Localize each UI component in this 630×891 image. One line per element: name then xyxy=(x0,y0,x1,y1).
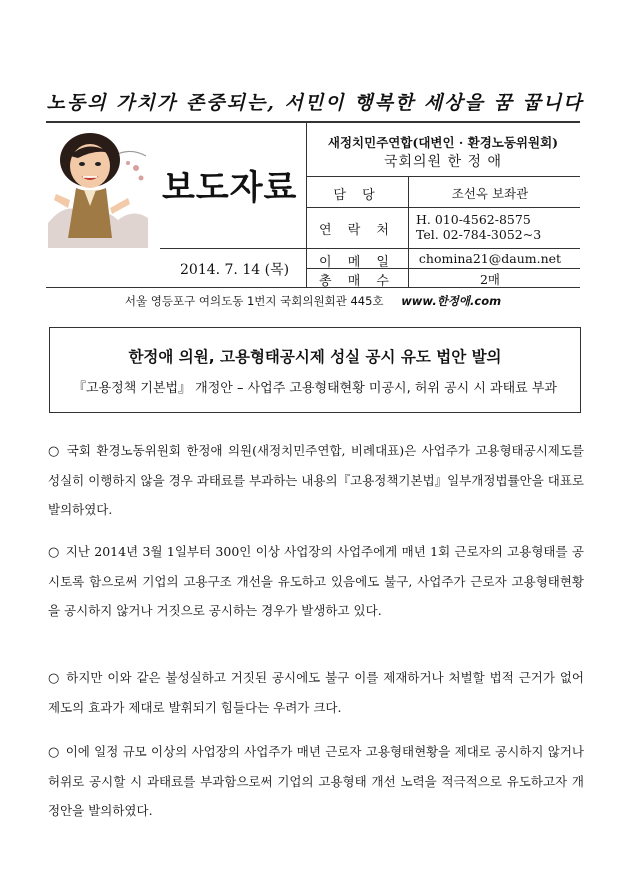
body-paragraph xyxy=(48,537,584,625)
bullet-mark: ○ xyxy=(48,545,60,560)
paragraph-text: 이에 일정 규모 이상의 사업장의 사업주가 매년 근로자 고용형태현황을 제대로 공시하지 않거나 허위로 공시할 시 과태료를 부과함으로써 기업의 고용형태 개선 노력을 적극적으로 유도하고자 개정안을 발의하였다. xyxy=(48,744,585,818)
top-rule xyxy=(46,121,580,123)
body-paragraph xyxy=(48,436,584,524)
email-link[interactable]: chomina21@daum.net xyxy=(418,251,562,266)
address-line xyxy=(46,293,580,309)
contact-label: 연 락 처 xyxy=(319,223,395,238)
phone-mobile: H. 010-4562-8575 xyxy=(416,212,531,227)
header-grid-line xyxy=(306,207,580,208)
header-grid-line xyxy=(160,248,306,249)
headline-title: 한정애 의원, 고용형태공시제 성실 공시 유도 법안 발의 xyxy=(128,348,502,366)
body-paragraph xyxy=(48,663,584,722)
bullet-mark: ○ xyxy=(48,444,61,459)
header-grid-line xyxy=(306,176,580,177)
bullet-mark: ○ xyxy=(48,745,60,760)
contact-label: 총 매 수 xyxy=(319,274,395,289)
website-link[interactable]: www.한정애.com xyxy=(401,294,502,308)
paragraph-text: 하지만 이와 같은 불성실하고 거짓된 공시에도 불구 이를 제재하거나 처벌할 법적 근거가 없어 제도의 효과가 제대로 발휘되기 힘들다는 우려가 크다. xyxy=(48,670,584,715)
bullet-mark: ○ xyxy=(48,671,61,686)
headline-box xyxy=(49,327,581,413)
paragraph-text: 지난 2014년 3월 1일부터 300인 이상 사업장의 사업주에게 매년 1회 근로자의 고용형태를 공시토록 함으로써 기업의 고용구조 개선을 유도하고 있음에도 불구, 사업주가 근로자 고용형태현황을 공시하지 않거나 거짓으로 공시하는 경우가 발생하고 있다. xyxy=(48,544,584,618)
headline-subtitle: 『고용정책 기본법』 개정안 – 사업주 고용형태현황 미공시, 허위 공시 시 과태료 부과 xyxy=(73,381,557,396)
caricature-portrait-image xyxy=(48,128,148,248)
paragraph-text: 국회 환경노동위원회 한정애 의원(새정치민주연합, 비례대표)은 사업주가 고용형태공시제도를 성실히 이행하지 않을 경우 과태료를 부과하는 내용의『고용정책기본법』일부개정법률안을 대표로 발의하였다. xyxy=(48,443,584,517)
office-address: 서울 영등포구 여의도동 1번지 국회의원회관 445호 xyxy=(124,294,384,308)
body-paragraph xyxy=(48,737,584,825)
contact-label: 이 메 일 xyxy=(319,255,395,270)
member-name: 국회의원 한 정 애 xyxy=(383,154,503,170)
slogan: 노동의 가치가 존중되는, 서민이 행복한 세상을 꿈 꿉니다 xyxy=(46,92,584,114)
organization: 새정치민주연합(대변인 · 환경노동위원회) xyxy=(327,135,559,150)
contact-label: 담 당 xyxy=(333,188,381,203)
header-grid-line xyxy=(306,248,580,249)
phone-office: Tel. 02-784-3052~3 xyxy=(416,227,542,242)
page-count: 2매 xyxy=(479,272,501,287)
release-date: 2014. 7. 14 (목) xyxy=(180,262,290,278)
press-release-title: 보도자료 xyxy=(162,168,298,208)
contact-person: 조선옥 보좌관 xyxy=(451,186,529,201)
